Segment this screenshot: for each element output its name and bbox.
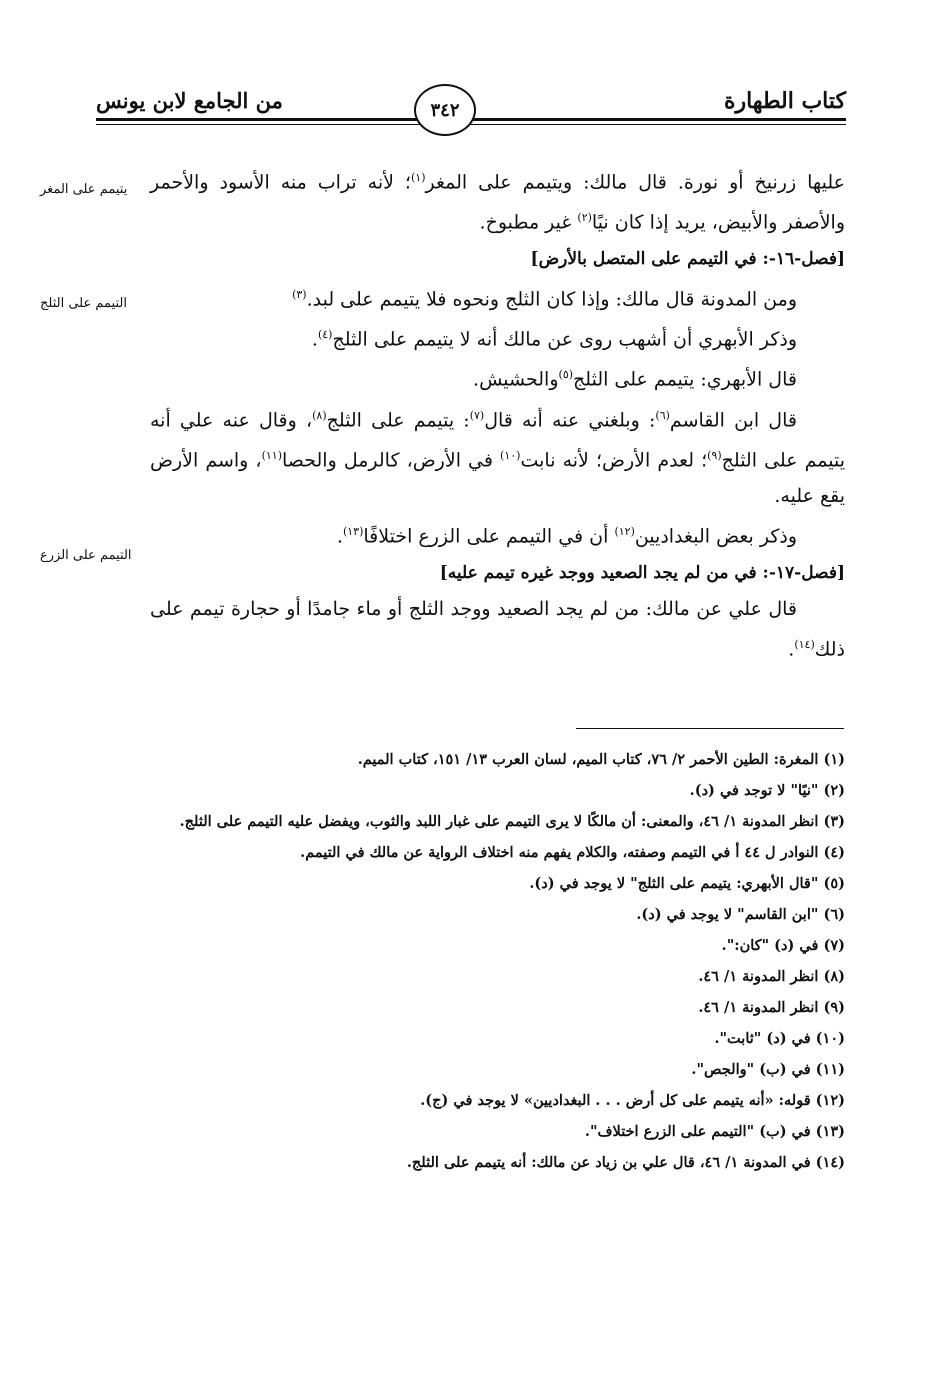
paragraph-5: قال ابن القاسم$^{(٦)}$: وبلغني عنه أنه قال$^{(٧)}$: يتيمم على الثلج$^{(٨)}$، وقال عنه علي أنه يتيمم على الثلج$^{(٩)}$؛ لعدم الأرض؛ لأنه نابت$^{(١٠)}$ في الأرض، كالرمل والحصا$^{(١١)}$، واسم الأرض يقع عليه. <box>150 408 845 508</box>
footnote-ref[interactable]: (٧) <box>469 408 485 422</box>
footnote-separator <box>576 728 844 729</box>
footnote-ref[interactable]: (١٠) <box>500 448 521 462</box>
footnote-11: (١١) في (ب) "والجص". <box>691 1061 845 1078</box>
footnote-ref[interactable]: (١١) <box>261 448 282 462</box>
footnote-6: (٦) "ابن القاسم" لا يوجد في (د). <box>636 906 845 923</box>
page-number: ٣٤٢ <box>414 84 476 136</box>
footnote-ref[interactable]: (١٤) <box>794 637 815 651</box>
footnote-14: (١٤) في المدونة ١/ ٤٦، قال علي بن زياد عن مالك: أنه يتيمم على الثلج. <box>406 1154 845 1171</box>
footnote-ref[interactable]: (١٢) <box>614 525 635 539</box>
footnote-13: (١٣) في (ب) "التيمم على الزرع اختلاف". <box>584 1123 845 1140</box>
footnote-ref[interactable]: (٣) <box>292 287 307 301</box>
margin-note-mughra: يتيمم على المغر <box>40 182 128 197</box>
footnote-ref[interactable]: (٦) <box>655 408 670 422</box>
paragraph-4: قال الأبهري: يتيمم على الثلج$^{(٥)}$والحشيش. <box>473 368 797 391</box>
footnote-3: (٣) انظر المدونة ١/ ٤٦، والمعنى: أن مالكًا لا يرى التيمم على غبار اللبد والثوب، ويفضل عليه التيمم على الثلج. <box>179 813 845 830</box>
footnote-4: (٤) النوادر ل ٤٤ أ في التيمم وصفته، والكلام يفهم منه اختلاف الرواية عن مالك في التيمم. <box>300 844 845 861</box>
footnote-5: (٥) "قال الأبهري: يتيمم على الثلج" لا يوجد في (د). <box>529 875 845 892</box>
paragraph-3: وذكر الأبهري أن أشهب روى عن مالك أنه لا يتيمم على الثلج$^{(٤)}$. <box>311 327 797 351</box>
footnote-8: (٨) انظر المدونة ١/ ٤٦. <box>698 968 845 985</box>
margin-note-snow: التيمم على الثلج <box>40 296 127 311</box>
footnote-7: (٧) في (د) "كان:". <box>721 937 845 954</box>
footnote-ref[interactable]: (١٣) <box>342 525 364 539</box>
paragraph-7: قال علي عن مالك: من لم يجد الصعيد ووجد الثلج أو ماء جامدًا أو حجارة تيمم على ذلك$^{(١٤)}$. <box>150 597 845 660</box>
footnote-ref[interactable]: (٤) <box>317 327 333 341</box>
footnote-2: (٢) "نيًا" لا توجد في (د). <box>689 782 845 799</box>
footnote-12: (١٢) قوله: «أنه يتيمم على كل أرض . . . البغداديين» لا يوجد في (ج). <box>420 1092 845 1109</box>
paragraph-6: وذكر بعض البغداديين$^{(١٢)}$ أن في التيمم على الزرع اختلافًا$^{(١٣)}$. <box>336 525 797 548</box>
footnote-10: (١٠) في (د) "ثابت". <box>714 1030 845 1047</box>
footnotes <box>150 744 845 1178</box>
paragraph-2: ومن المدونة قال مالك: وإذا كان الثلج ونحوه فلا يتيمم على لبد.$^{(٣)}$ <box>292 287 797 310</box>
main-text <box>150 160 845 667</box>
footnote-ref[interactable]: (٢) <box>577 211 592 225</box>
footnote-ref[interactable]: (٥) <box>558 368 574 382</box>
page-header <box>96 84 846 134</box>
footnote-9: (٩) انظر المدونة ١/ ٤٦. <box>698 999 845 1016</box>
footnote-1: (١) المغرة: الطين الأحمر ٢/ ٧٦، كتاب الميم، لسان العرب ١٣/ ١٥١، كتاب الميم. <box>357 751 845 768</box>
paragraph-1: عليها زرنيخ أو نورة. قال مالك: ويتيمم على المغر$^{(١)}$؛ لأنه تراب منه الأسود والأحمر والأصفر والأبيض، يريد إذا كان نيًا$^{(٢)}$ غير مطبوخ. <box>150 171 845 234</box>
footnote-ref[interactable]: (٩) <box>707 448 722 462</box>
chapter-title: كتاب الطهارة <box>723 88 846 114</box>
section-heading-16: [فصل-١٦-: في التيمم على المتصل بالأرض] <box>530 248 845 269</box>
section-heading-17: [فصل-١٧-: في من لم يجد الصعيد ووجد غيره تيمم عليه] <box>439 562 845 583</box>
footnote-ref[interactable]: (١) <box>410 171 426 184</box>
book-title: من الجامع لابن يونس <box>96 88 283 113</box>
footnote-ref[interactable]: (٨) <box>312 408 327 422</box>
margin-note-crops: التيمم على الزرع <box>40 548 132 563</box>
